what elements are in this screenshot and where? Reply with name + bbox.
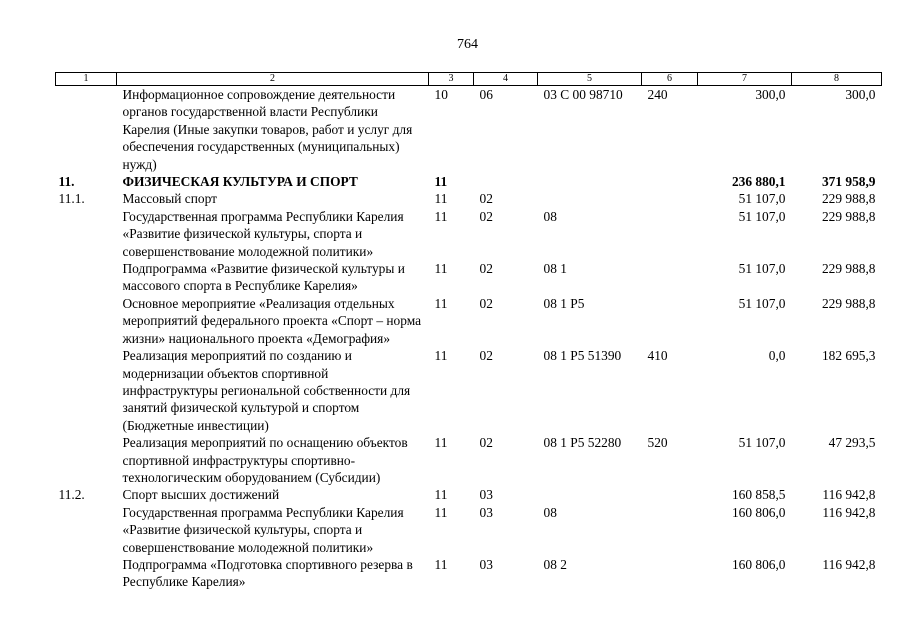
- row-amount-1: 51 107,0: [738, 208, 786, 224]
- table-row: [56, 208, 882, 260]
- column-header-2: 2: [117, 73, 429, 86]
- row-target-article: 08: [543, 504, 557, 520]
- row-expense-type: 410: [647, 348, 668, 364]
- row-expense-type: [642, 486, 698, 503]
- row-number: [56, 260, 117, 295]
- row-expense-type: [642, 556, 698, 591]
- row-number: [56, 347, 117, 434]
- row-name: Подпрограмма «Подготовка спортивного резерва в Республике Карелия»: [122, 556, 413, 590]
- row-subsection-code: 03: [479, 487, 493, 503]
- row-name: Подпрограмма «Развитие физической культуры и массового спорта в Республике Карелия»: [122, 261, 405, 294]
- row-name: Реализация мероприятий по созданию и модернизации объектов спортивной инфраструктуры региональной собственности для занятий физической культурой и спортом (Бюджетные инвестиции): [122, 348, 411, 433]
- row-amount-2: 300,0: [845, 87, 876, 102]
- row-expense-type: [642, 260, 698, 295]
- row-amount-2: 229 988,8: [821, 208, 876, 224]
- row-amount-2: 229 988,8: [821, 191, 876, 207]
- row-amount-2: 182 695,3: [821, 348, 876, 364]
- row-subsection-code: 03: [479, 504, 493, 520]
- row-name: Государственная программа Республики Карелия «Развитие физической культуры, спорта и совершенствование молодежной политики»: [122, 504, 404, 555]
- row-amount-2: 47 293,5: [828, 435, 876, 451]
- row-subsection-code: 02: [479, 261, 493, 277]
- row-expense-type: [642, 504, 698, 556]
- row-target-article: 08 1 Р5: [543, 295, 585, 311]
- row-number: 11.2.: [58, 487, 85, 503]
- row-name: Массовый спорт: [122, 191, 217, 207]
- row-number: 11.1.: [58, 191, 85, 207]
- row-name: Информационное сопровождение деятельности органов государственной власти Республики Карелия (Иные закупки товаров, работ и услуг для обеспечения государственных (муниципальных) нужд): [122, 87, 413, 172]
- row-section-code: 11: [434, 348, 448, 364]
- row-expense-type: [642, 173, 698, 190]
- budget-table: [55, 72, 882, 591]
- column-header-7: 7: [698, 73, 792, 86]
- row-name: ФИЗИЧЕСКАЯ КУЛЬТУРА И СПОРТ: [122, 174, 358, 190]
- column-header-3: 3: [429, 73, 474, 86]
- row-amount-1: 0,0: [768, 348, 786, 364]
- row-amount-1: 160 806,0: [731, 504, 786, 520]
- table-row: [56, 347, 882, 434]
- column-header-8: 8: [792, 73, 882, 86]
- column-header-1: 1: [56, 73, 117, 86]
- row-name: Государственная программа Республики Карелия «Развитие физической культуры, спорта и совершенствование молодежной политики»: [122, 208, 404, 259]
- row-number: [56, 504, 117, 556]
- row-section-code: 11: [434, 556, 448, 572]
- row-expense-type: 520: [647, 435, 668, 451]
- row-amount-2: 116 942,8: [822, 504, 876, 520]
- table-header: [56, 73, 882, 86]
- row-subsection-code: 02: [479, 435, 493, 451]
- row-expense-type: 240: [647, 87, 668, 102]
- row-section-code: 11: [434, 504, 448, 520]
- table-row: [56, 190, 882, 207]
- row-target-article: 03 С 00 98710: [543, 87, 623, 102]
- row-target-article: 08 1: [543, 261, 567, 277]
- row-number: [56, 434, 117, 486]
- row-amount-1: 51 107,0: [738, 295, 786, 311]
- row-subsection-code: 02: [479, 348, 493, 364]
- row-expense-type: [642, 208, 698, 260]
- table-row: [56, 86, 882, 174]
- row-name: Реализация мероприятий по оснащению объектов спортивной инфраструктуры спортивно-технологическим оборудованием (Субсидии): [122, 435, 408, 485]
- table-row: [56, 434, 882, 486]
- row-amount-1: 51 107,0: [738, 435, 786, 451]
- row-amount-1: 51 107,0: [738, 191, 786, 207]
- row-section-code: 11: [434, 487, 448, 503]
- row-name: Спорт высших достижений: [122, 487, 280, 503]
- row-amount-2: 229 988,8: [821, 295, 876, 311]
- row-number: 11.: [58, 174, 75, 190]
- row-target-article: [538, 173, 642, 190]
- row-target-article: 08 1 Р5 51390: [543, 348, 622, 364]
- row-amount-2: 371 958,9: [821, 174, 876, 190]
- column-number-row: [56, 73, 882, 86]
- row-subsection-code: 06: [479, 87, 493, 102]
- page-number: 764: [457, 37, 478, 52]
- row-number: [56, 556, 117, 591]
- row-section-code: 11: [434, 295, 448, 311]
- row-target-article: 08 1 Р5 52280: [543, 435, 622, 451]
- row-amount-1: 236 880,1: [731, 174, 786, 190]
- table-row: [56, 260, 882, 295]
- row-target-article: 08 2: [543, 556, 567, 572]
- row-amount-1: 160 858,5: [731, 487, 786, 503]
- table-row: [56, 173, 882, 190]
- row-amount-2: 116 942,8: [822, 487, 876, 503]
- table-body: [56, 86, 882, 591]
- column-header-5: 5: [538, 73, 642, 86]
- row-target-article: [538, 486, 642, 503]
- row-section-code: 10: [434, 87, 448, 102]
- column-header-4: 4: [474, 73, 538, 86]
- row-target-article: 08: [543, 208, 557, 224]
- row-expense-type: [642, 295, 698, 347]
- row-section-code: 11: [434, 174, 448, 190]
- row-section-code: 11: [434, 435, 448, 451]
- row-target-article: [538, 190, 642, 207]
- table-row: [56, 295, 882, 347]
- row-amount-1: 160 806,0: [731, 556, 786, 572]
- table-row: [56, 486, 882, 503]
- row-section-code: 11: [434, 261, 448, 277]
- column-header-6: 6: [642, 73, 698, 86]
- row-amount-2: 116 942,8: [822, 556, 876, 572]
- table-row: [56, 556, 882, 591]
- row-section-code: 11: [434, 208, 448, 224]
- row-amount-1: 51 107,0: [738, 261, 786, 277]
- row-subsection-code: 03: [479, 556, 493, 572]
- row-name: Основное мероприятие «Реализация отдельных мероприятий федерального проекта «Спорт – норма жизни» национального проекта «Демография»: [122, 295, 422, 346]
- row-subsection-code: 02: [479, 208, 493, 224]
- row-subsection-code: [474, 173, 538, 190]
- row-amount-1: 300,0: [755, 87, 786, 102]
- table-row: [56, 504, 882, 556]
- row-number: [56, 86, 117, 174]
- row-number: [56, 295, 117, 347]
- row-subsection-code: 02: [479, 295, 493, 311]
- row-section-code: 11: [434, 191, 448, 207]
- row-expense-type: [642, 190, 698, 207]
- row-number: [56, 208, 117, 260]
- row-subsection-code: 02: [479, 191, 493, 207]
- row-amount-2: 229 988,8: [821, 261, 876, 277]
